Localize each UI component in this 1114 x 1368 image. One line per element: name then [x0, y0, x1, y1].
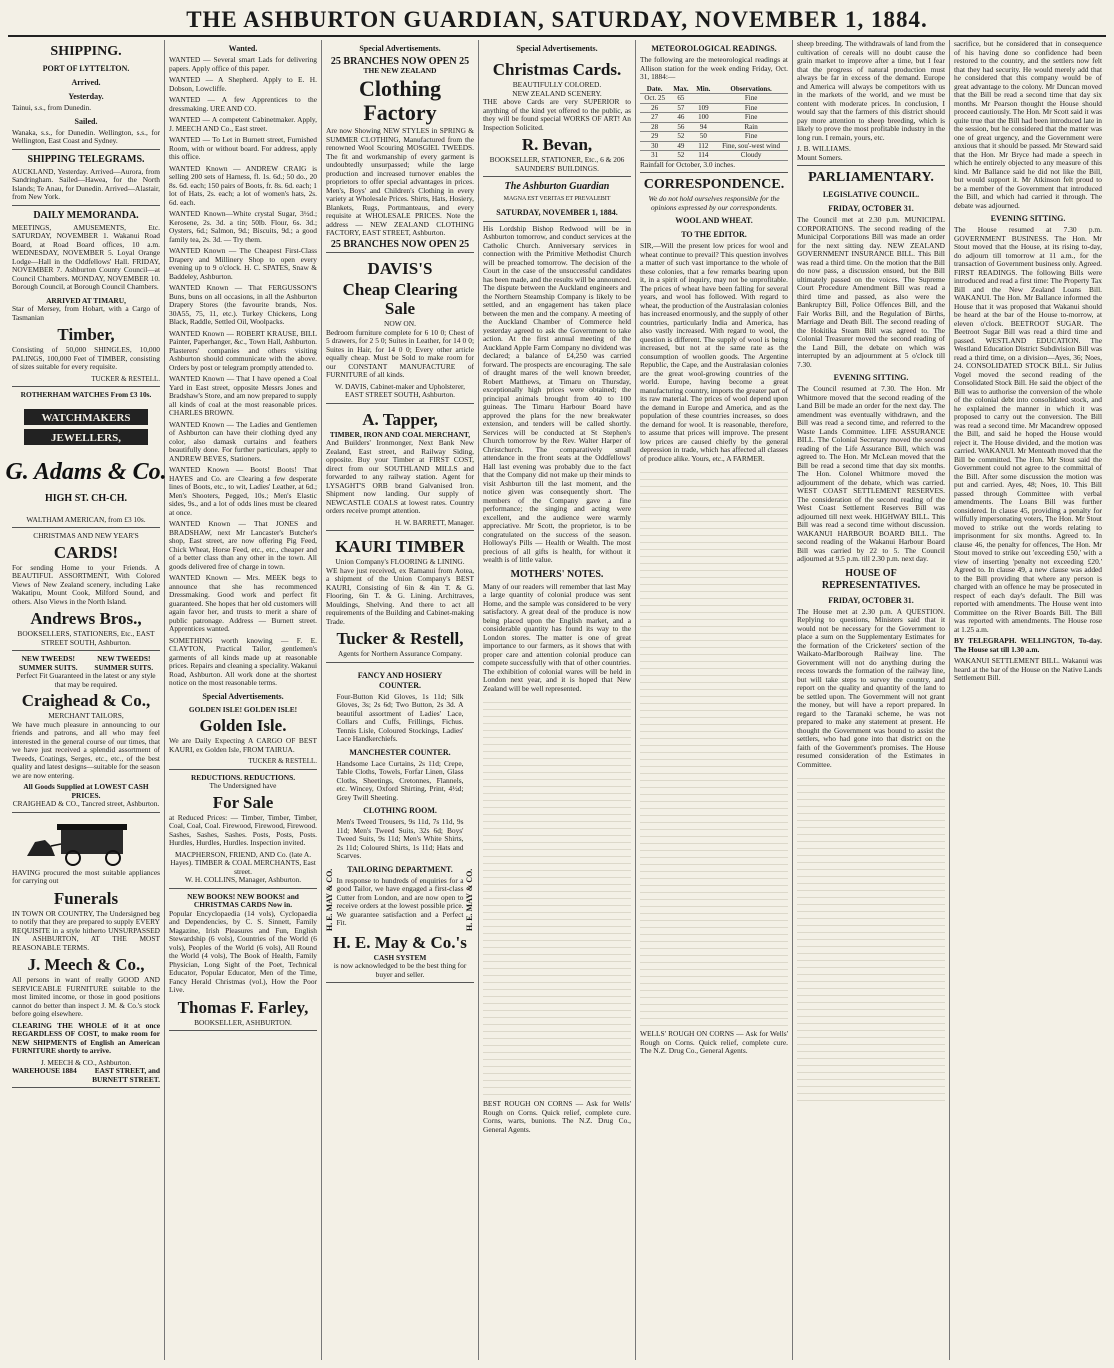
for-sale-heading: For Sale — [212, 792, 274, 812]
craighead-sub: MERCHANT TAILORS, — [48, 711, 124, 720]
cards-ad — [12, 530, 160, 651]
mothers-text: Many of our readers will remember that last May a large quantity of colonial produce was sent Home, and the sample was considered to be very satisfactory. A great deal of the produce is now being placed upon the English market, and a considerable quantity has found its way to the London stores. The matter is one of great importance to our farmers, as it shows that with proper care and attention colonial produce can compete successfully with that of other countries. The exhibition of colonial wares will be held in London next year, and it is hoped that New Zealand will be well represented. — [483, 581, 631, 693]
final-note: WAKANUI SETTLEMENT BILL. Wakanui was heard at the bar of the House on the Native Lands Settlement Bill. — [954, 656, 1102, 682]
house-continued: sacrifice, but he considered that in consequence of his having done so confidence had been restored to the country, and the settlers now felt that they had security. He would merely add that he considered that this company would be of great advantage to the colony. Mr Duncan moved that the Bill be read a second time that day six months. Mr Pearson thought the House should proceed cautiously. The Hon. Mr Scott said it was quite true that the Bill had been introduced late in the session, but he considered that the matter was one of great urgency, and the Government were anxious that it should be passed. Mr Steward said that the Hon. Mr Bryce had made a speech in which he entirely objected to any measure of this kind. Mr Ballance said he did not like the Bill, but would support it. Mr Atkinson felt proud to be a member of the Government that introduced the Bill, and which had carried it through. The debate was adjourned. — [954, 39, 1102, 210]
wanted-item: WANTED Known — Boots! Boots! That HAYES and Co. are Clearing a few desperate lines of Boots, etc., to wit, Ladies' Leather, at 6d.; Men's Shooters, Pegged, 10s.; Men's Elastic sides, 9s., and a lot of odds lines must be cleared at once. — [169, 465, 317, 517]
mothers-heading: MOTHERS' NOTES. — [510, 568, 604, 580]
weather-cell: Fine — [714, 132, 788, 142]
tapper-text: And Builders' Ironmonger, Next Bank New Zealand, East street, and Railway Siding, opposite. Buy your Timber at FIRST COST, direct from our SOUTHLAND MILLS and forwarded to any railway station. Agent for LYSAGHT'S ORB brand Galvanised Iron. Shipment now landing. Our supply of NEWCASTLE COALS at lowest rates. Country orders receive prompt attention. — [326, 438, 474, 515]
hearse-illustration — [12, 820, 160, 866]
craighead-cash: All Goods Supplied at LOWEST CASH PRICES. — [23, 782, 149, 800]
column-1 — [5, 40, 167, 1360]
column-5 — [636, 40, 793, 1360]
house-evening-text: The House resumed at 7.30 p.m. GOVERNMENT BUSINESS. The Hon. Mr Stout moved that the House, at its rising to-day, do adjourn till tomorrow at 11 a.m., for the transaction of Government business only. Agreed. FIRST READINGS. The following Bills were introduced and read a first time: The Property Tax Bill and the New Zealand Loans Bill. WAKANUI. The Hon. Mr Ballance informed the House that it was proposed that Wakanui should be heard at the bar of the House to-morrow, at eleven o'clock. BEETROOT SUGAR. The Beetroot Sugar Bill was read a third time and passed. WESTLAND EDUCATION. The Westland Education District Subdivision Bill was read a third time, on a division—Ayes, 36; Noes, 24. CONSOLIDATED STOCK BILL. Sir Julius Vogel moved the second reading of the Consolidated Stock Bill. He said the object of the Bill was to authorise the conversion of the whole of the colonial debt into consolidated stock, and he explained the manner in which it was proposed to carry out the conversion. The Bill was read a second time. Mr Macandrew opposed the Bill, and said he hoped the House would reject it. The House divided, and the motion was carried. WAKANUI. Mr Menteath moved that the Bill be committed. The Hon. Mr Stout said the Government could not agree to the committal of the Bill. After some discussion the motion was put and carried. Ayes, 48; Noes, 10. This Bill passed through Committee with verbal amendments. The Loans Bill was further considered. In clause 45, providing a penalty for wilfully impersonating voters, The Hon. Mr Stout moved to strike out the words relating to imprisonment for six months. Agreed to. In clause 46, the penalty for offences, The Hon. Mr Stout moved to strike out 'exceeding £50,' with a view of inserting 'penalty not exceeding £20.' Agreed to. In clause 49, a new clause was added to the Bill providing that where any person is charged with an offence he may be prosecuted in respect of each day's default. The Bill was reported with amendments. The House went into Committee on the River Boards Bill. The Bill was reported with amendments. The House rose at 1.25 a.m. — [954, 225, 1102, 634]
memoranda-title: DAILY MEMORANDA. — [33, 209, 139, 221]
davis-name: DAVIS'S — [367, 259, 433, 278]
clothing-room-text: Men's Tweed Trousers, 9s 11d, 7s 11d, 9s 11d; Men's Tweed Suits, 32s 6d; Boys' Tweed Suits, 9s 11d; Men's White Shirts, 2s 11d; Coloured Shirts, 1s 11d; Hats and Scarves. — [336, 817, 464, 860]
tapper-sub: TIMBER, IRON AND COAL MERCHANT, — [329, 429, 471, 439]
columns — [5, 39, 1106, 1360]
wanted-item: WANTED Known — ROBERT KRAUSE, BILL Painter, Paperhanger, &c., Town Hall, Ashburton. Plasterers' companies and others visiting Ashburton should communicate with the above. Orders by post or telegram promptly attended to. — [169, 328, 317, 372]
house-evening-heading: EVENING SITTING. — [990, 214, 1066, 223]
text-block — [797, 772, 945, 1102]
clothing-text: Are now Showing NEW STYLES in SPRING & SUMMER CLOTHING, Manufactured from the renowned Wool Scouring MOSGIEL TWEEDS. The fit and workmanship of every garment is undoubtedly unsurpassed; while the large production and increased turnover enables the proprietors to offer special advantages in prices. Men's, Boys' and Children's Clothing in every variety at Wholesale Prices. Shirts, Hats, Hosiery, Blankets, Rugs, Portmanteaus, and every requisite at WHOLESALE PRICES. Note the address — NEW ZEALAND CLOTHING FACTORY, EAST STREET, Ashburton. — [326, 126, 474, 237]
watches-lead: ROTHERHAM WATCHES From £3 10s. — [20, 390, 152, 399]
meteo-heading: METEOROLOGICAL READINGS. — [651, 44, 777, 53]
wanted-list — [169, 56, 317, 688]
may-name: H. E. May & Co.'s — [333, 932, 467, 952]
weather-cell: 27 — [640, 113, 669, 123]
weather-row — [640, 94, 788, 104]
golden-lead: GOLDEN ISLE! GOLDEN ISLE! — [188, 704, 298, 714]
weather-cell: Fine — [714, 103, 788, 113]
correspondence-note: We do not hold ourselves responsible for the opinions expressed by our correspondents. — [648, 194, 780, 212]
col4-footer: BEST ROUGH ON CORNS — Ask for Wells' Rough on Corns. Quick relief, complete cure. Corns, warts, bunions. The N.Z. Drug Co., General Agents. — [483, 1099, 631, 1134]
firm-name: G. Adams & Co. — [5, 458, 167, 485]
column-6 — [793, 40, 950, 1360]
reductions-signature: MACPHERSON, FRIEND, AND Co. (late A. Hayes). TIMBER & COAL MERCHANTS, East street. — [170, 849, 316, 876]
house-heading: HOUSE OF REPRESENTATIVES. — [821, 567, 921, 591]
weather-header-row — [640, 85, 788, 94]
paper-motto: MAGNA EST VERITAS ET PREVALEBIT — [503, 196, 611, 202]
kauri-heading: KAURI TIMBER — [335, 537, 465, 556]
fancy-heading: FANCY AND HOSIERY COUNTER. — [357, 670, 443, 690]
timber-lead: ARRIVED AT TIMARU, — [46, 295, 126, 305]
andrews-text: BOOKSELLERS, STATIONERS, Etc., EAST STREET SOUTH, Ashburton. — [17, 629, 155, 647]
xmas-sub-1: BEAUTIFULLY COLORED. — [512, 80, 602, 89]
books-lead: NEW BOOKS! NEW BOOKS! and CHRISTMAS CARDS Now in. — [187, 891, 299, 909]
weather-cell: 50 — [692, 132, 714, 142]
may-note: is now acknowledged to be the best thing for buyer and seller. — [333, 961, 467, 979]
tweeds-right: NEW TWEEDS! SUMMER SUITS. — [94, 654, 154, 672]
weather-row — [640, 103, 788, 113]
xmas-heading: Christmas Cards. — [492, 60, 622, 79]
weather-row — [640, 113, 788, 123]
meech-name: J. Meech & Co., — [27, 955, 145, 974]
weather-cell — [692, 94, 714, 104]
correspondence-heading: CORRESPONDENCE. — [643, 177, 785, 192]
xmas-sub-2: NEW ZEALAND SCENERY. — [512, 88, 602, 98]
meech-clearing: CLEARING THE WHOLE of it at once REGARDLESS OF COST, to make room for NEW SHIPMENTS of English an American FURNITURE shortly to arrive. — [12, 1020, 160, 1055]
wanted-item: WANTED Known — That JONES and BRADSHAW, next Mr Lancaster's Butcher's shop, East street, are now offering Pig Feed, Chick Wheat, Horse Feed, etc., etc., cheaper and of a better class than any other in the town. All goods delivered free of charge in town. — [169, 519, 317, 571]
text-block — [483, 696, 631, 1096]
paper-name: The Ashburton Guardian — [504, 181, 610, 192]
sailed-text: Wanaka, s.s., for Dunedin. Wellington, s.s., for Wellington, East Coast and Sydney. — [12, 127, 160, 145]
divider — [12, 149, 160, 150]
letter-to: TO THE EDITOR. — [681, 230, 747, 239]
weather-cell: 52 — [669, 132, 692, 142]
weather-cell: Fine — [714, 94, 788, 104]
tapper-signature: H. W. BARRETT, Manager. — [394, 518, 474, 527]
tweeds-text: Perfect Fit Guaranteed in the latest or any style that may be required. — [16, 671, 156, 689]
golden-signature: TUCKER & RESTELL. — [248, 757, 317, 765]
text-block — [640, 466, 788, 1026]
col5-footer: WELLS' ROUGH ON CORNS — Ask for Wells' Rough on Corns. Quick relief, complete cure. The N.Z. Drug Co., General Agents. — [640, 1029, 788, 1055]
weather-header: Min. — [692, 85, 714, 94]
wanted-item: WANTED — A competent Cabinetmaker. Apply, J. MEECH AND Co., East street. — [169, 115, 317, 133]
column-4 — [479, 40, 636, 1360]
shipping-title: SHIPPING. — [50, 44, 122, 59]
farley-name: Thomas F. Farley, — [177, 997, 309, 1017]
watchmakers-illustration — [5, 403, 167, 513]
weather-row — [640, 132, 788, 142]
tapper-name: A. Tapper, — [362, 409, 438, 429]
sailed-heading: Sailed. — [74, 116, 98, 126]
books-ad — [169, 891, 317, 1032]
shipping-port: PORT OF LYTTELTON. — [42, 64, 130, 73]
weather-cell: 65 — [669, 94, 692, 104]
clothing-name-1: THE NEW ZEALAND — [363, 65, 437, 75]
arrived-heading: Arrived. — [71, 78, 101, 87]
wanted-item: WANTED — Several smart Lads for delivering papers. Apply office of this paper. — [169, 55, 317, 73]
divider — [797, 165, 945, 166]
editorial-text: His Lordship Bishop Redwood will be in Ashburton tomorrow, and conduct services at the Catholic Church. Anniversary services in connection with the Primitive Methodist Church will be preached tomorrow. The decision of the Court in the case of the unsuccessful candidates has been made, and the results will be announced. The dispute between the Auckland engineers and the Northern Steamship Company is likely to be settled, and an engagement has taken place between the men and the company. A meeting of the Auckland Chamber of Commerce held yesterday agreed to ask the Government to take action. At the first annual meeting of the Auckland Apple Farm Company no dividend was declared; a balance of £4,250 was carried forward. The prospects are encouraging. The sale of draught mares of the well known breeder, Robert Matthews, at Timaru on Thursday, exceptionally high prices were obtained; the principal animals brought from 40 to 100 guineas. The Timaru Harbour Board have approved the plans for the new breakwater extension, and tenders will be called shortly. Services will be conducted at St Stephen's Church tomorrow by the Rev. Walter Harper of Christchurch. The comparatively small attendance in the front seats at the Oddfellows' Hall last evening was probably due to the fact that the Company did not make up their minds to visit Ashburton till the last moment, and the notice given was consequently short. The members of the Company gave a fine performance; the singing and acting were excellent, and the audience were warmly appreciative. Mr Scott, the proprietor, is to be congratulated on the success of the season. Holloway's Pills — Health or Wealth. The most precious of all gifts is health, for without it wealth is of little value. — [483, 223, 631, 564]
reductions-list: at Reduced Prices: — Timber, Timber, Timber, Coal, Coal, Coal. Firewood, Firewood, Firewood. Sashes, Sashes, Sashes. Posts, Posts, Posts. Hurdles, Hurdles, Hurdles. Inspection invited. — [169, 812, 317, 847]
tweeds-ad — [12, 653, 160, 813]
may-side-label: H. E. MAY & CO. — [325, 868, 334, 931]
warehouse-label: WAREHOUSE 1884 — [12, 1066, 77, 1075]
banner-1: WATCHMAKERS — [41, 411, 131, 424]
branches-bottom: 25 BRANCHES NOW OPEN 25 — [330, 238, 470, 250]
kauri-ad — [326, 533, 474, 663]
house-date: FRIDAY, OCTOBER 31. — [828, 595, 914, 605]
special-heading-4: Special Advertisements. — [516, 44, 598, 53]
wanted-item: WANTED — A few Apprentices to the dressmaking. URE AND CO. — [169, 95, 317, 113]
meteo-intro: The following are the meteorological readings at Allison station for the week ending Friday, Oct. 31, 1884:— — [640, 55, 788, 81]
special-heading: Special Advertisements. — [202, 691, 284, 701]
wanted-item: SOMETHING worth knowing — F. E. CLAYTON, Practical Tailor, gentlemen's garments of all kinds made up at reasonable prices. Repairs and cleaning a speciality. Wakanui Road, Ashburton. All work done at the shortest notice on the most reasonable terms. — [169, 635, 317, 687]
weather-cell: Cloudy — [714, 151, 788, 161]
kauri-sub: Union Company's FLOORING & LINING. — [335, 557, 465, 566]
clothing-factory-ad — [326, 56, 474, 253]
cards-text: For sending Home to your Friends. A BEAUTIFUL ASSORTMENT, With Colored Views of New Zealand scenery, including Lake Wakatipu, Mount Cook, Milford Sound, and others. Also Views in the North Island. — [12, 562, 160, 606]
weather-table — [640, 85, 788, 161]
hearse-icon — [21, 820, 151, 866]
paper-date: SATURDAY, NOVEMBER 1, 1884. — [496, 207, 618, 217]
golden-heading: Golden Isle. — [199, 716, 287, 735]
davis-ad — [326, 255, 474, 404]
funerals-lead: HAVING procured the most suitable appliances for carrying out — [12, 867, 160, 885]
may-ad — [326, 665, 474, 984]
manchester-heading: MANCHESTER COUNTER. — [349, 747, 451, 757]
telegraph-note: BY TELEGRAPH. WELLINGTON, To-day. The House sat till 1.30 a.m. — [954, 636, 1102, 654]
wanted-item: WANTED Known — That FERGUSSON'S Buns, buns on all occasions, in all the Ashburton Drapery Stores (the favourite brands, Nos. 30A55, 75, 11, etc.). Turkey Chickens, Long Black, Raddle, Settled Oil, Woolpacks. — [169, 283, 317, 326]
council-evening-heading: EVENING SITTING. — [833, 373, 909, 382]
weather-row — [640, 151, 788, 161]
may-cash: CASH SYSTEM — [373, 952, 427, 962]
weather-header: Observations. — [714, 85, 788, 94]
tailoring-text: In response to hundreds of enquiries for a good Tailor, we have engaged a first-class Cutter from London, and are now open to receive orders at the lowest possible price. We guarantee satisfaction and a Perfect Fit. — [336, 875, 464, 927]
weather-cell: Fine — [714, 113, 788, 123]
manchester-text: Handsome Lace Curtains, 2s 11d; Crepe, Table Cloths, Towels, Forfar Linen, Glass Cloths, Sheetings, Cretonnes, Flannels, etc. Wincey, Oxford Shirting, Print, 4½d; Grey Twill Sheeting. — [336, 758, 464, 802]
weather-cell: 49 — [669, 141, 692, 151]
watchmakers-logo-icon — [5, 403, 167, 513]
weather-cell: 29 — [640, 132, 669, 142]
tweeds-left: NEW TWEEDS! SUMMER SUITS. — [18, 654, 78, 672]
kauri-text: WE have just received, ex Ramanui from Aotea, a shipment of the Union Company's BEST KAURI, Consisting of 6in & 4in T. & G. Flooring, 6in T. & G. Lining. Architraves, Mouldings, Shelving. And there to act all requirements of the Building and Cabinet-making Trade. — [326, 565, 474, 626]
weather-cell: 100 — [692, 113, 714, 123]
wanted-item: WANTED Known — Mrs. MEEK begs to announce that she has recommenced Dressmaking. Good work and perfect fit guaranteed. She hopes that her old customers will again favor her, and trusts to merit a share of public patronage. Address — Burnett street. Apprentices wanted. — [169, 573, 317, 633]
council-text: The Council met at 2.30 p.m. MUNICIPAL CORPORATIONS. The second reading of the Municipal Corporations Bill was made an order for the next sitting day. NEW ZEALAND GOVERNMENT INSURANCE BILL. This Bill was read a third time. On the motion that the Bill do now pass, a discussion ensued, but the Bill ultimately passed on the voices. The Supreme Court Procedure Amendment Bill was read a third time and passed, as also were the Bankruptcy Bill, Police Offences Bill, and the Fair Works Bill, and the Regulation of Births, Marriage and Death Bill. The second reading of the Hokitika Steam Bill was agreed to. The Colonial Treasurer moved the second reading of the Land Bill, the debate on which was interrupted by an adjournment at 5 o'clock till 7.30. — [797, 215, 945, 369]
weather-row — [640, 141, 788, 151]
divider — [12, 205, 160, 206]
arrived-text: Tainui, s.s., from Dunedin. — [12, 103, 92, 112]
timber-ad — [12, 295, 160, 388]
andrews-name: Andrews Bros., — [30, 609, 142, 628]
weather-cell: 46 — [669, 113, 692, 123]
weather-cell: 94 — [692, 122, 714, 132]
weather-cell: 28 — [640, 122, 669, 132]
weather-row — [640, 122, 788, 132]
letter-signature: J. B. WILLIAMS. — [797, 144, 851, 153]
reductions-lead: REDUCTIONS. REDUCTIONS. — [190, 772, 296, 782]
davis-text: Bedroom furniture complete for 6 10 0; Chest of 5 drawers, for 2 5 0; Suites in Leather, for 14 0 0; Suites in Hair, for 14 0 0; Every other article equally cheap. Must be Sold to make room for our CONSTANT MANUFACTURE of FURNITURE of all kinds. — [326, 327, 474, 379]
weather-header: Max. — [669, 85, 692, 94]
books-text: Popular Encyclopaedia (14 vols), Cyclopaedia and Dependencies, by C. S. Sinnett, Family Magazine, Irish Pleasures and Fun, English Stewardship (6 vols), Countries of the World (6 vols), Peoples of the World (6 vols), All Round the World (4 vols), The Book of Health, Family Physician, Long Sight of the Poet, Technical Educator, Popular Educator, Men of the Time, Fancy Herald Christmas (vol.), How the Poor Live. — [169, 908, 317, 994]
letter-continued: sheep breeding. The withdrawals of land from the cultivation of cereals will no doubt cause the grain market to improve after a time, but I fear that the progress of natural production must always be far in excess of the demand. Europe and America will always be competitors with us in the markets of the world, and we must be content with moderate prices. In conclusion, I would say that the farmers of this district should pay more attention to sheep breeding, which is likely to prove the most profitable industry in the long run. I remain, yours, etc. — [797, 39, 945, 142]
funerals-ad — [12, 815, 160, 1089]
council-heading: LEGISLATIVE COUNCIL. — [822, 190, 920, 199]
banner-2: JEWELLERS, — [51, 431, 121, 444]
wanted-item: WANTED Known — The Cheapest First-Class Drapery and Millinery Shop to open every evening up to 9 o'clock. H. C. SPATES, Snaw & Baddeley, Ashburton. — [169, 246, 317, 281]
golden-text: We are Daily Expecting A CARGO OF BEST KAURI, ex Golden Isle, FROM TAIRUA. — [169, 736, 317, 754]
craighead-text: We have much pleasure in announcing to our friends and patrons, and all who may feel interested in the general course of our times, that we have just received a splendid assortment of Tweeds, Coatings, Serges, etc., etc., of the best quality and latest designs—suitable for the season we are now entering. — [12, 719, 160, 780]
council-date: FRIDAY, OCTOBER 31. — [828, 204, 914, 213]
timber-text: Star of Mersey, from Hobart, with a Cargo of Tasmanian — [12, 304, 160, 322]
wanted-item: WANTED Known — That I have opened a Coal Yard in East street, opposite Messrs Jones and Bradshaw's Store, and am now prepared to supply all kinds of coal at the most reasonable prices. CHARLES BROWN. — [169, 374, 317, 417]
funerals-heading: Funerals — [53, 888, 119, 908]
farley-sub: BOOKSELLER, ASHBURTON. — [194, 1017, 292, 1027]
fancy-text: Four-Button Kid Gloves, 1s 11d; Silk Gloves, 3s; 2s 6d; Two Button, 2s 3d. A beautiful assortment of Ladies' Lace, Collars and Cuffs, Frillings, Fichus. Tennis Lisle, Coloured Stockings, Ladies' Lace Handkerchiefs. — [336, 691, 464, 743]
telegrams-title: SHIPPING TELEGRAMS. — [27, 153, 145, 165]
wanted-item: WANTED — To Let in Burnett street, Furnished Room, with or without board. For address, apply this office. — [169, 135, 317, 161]
craighead-signature: CRAIGHEAD & CO., Tancred street, Ashburton. — [12, 799, 160, 808]
wanted-heading: Wanted. — [228, 44, 258, 53]
wanted-item: WANTED Known — The Ladies and Gentlemen of Ashburton can have their clothing dyed any color, also damask curtains and feathers beautifully done. For further particulars, apply to ANDREW BEVES, Stationers. — [169, 419, 317, 463]
council-evening-text: The Council resumed at 7.30. The Hon. Mr Whitmore moved that the second reading of the Land Bill be made an order for the next day. The amendment was eventually withdrawn, and the Bill was read a second time, and referred to the Waste Lands Committee. LIFE ASSURANCE BILL. The Colonial Secretary moved the second reading of the Life Assurance Bill, which was agreed to. The Hon. Mr McLean moved that the Bill be read a second time that day six months. The Hon. Colonel Whitmore moved the adjournment of the debate, which was carried. WEST COAST SETTLEMENT RESERVES. The consideration of the second reading of the West Coast Settlement Reserves Bill was adjourned till next week. HIGHWAY BILL. This Bill was read a second time without discussion. WAKANUI HARBOUR BOARD BILL. The second reading of the Wakanui Harbour Board Bill was carried by 22 to 5. The Council adjourned at 9.5 p.m. till 2.30 p.m. next day. — [797, 384, 945, 563]
column-2 — [165, 40, 322, 1360]
weather-cell: 31 — [640, 151, 669, 161]
golden-isle-ad — [169, 704, 317, 770]
timber-heading: Timber, — [57, 325, 115, 344]
weather-cell: 114 — [692, 151, 714, 161]
christmas-cards-ad — [483, 56, 631, 177]
tucker-name: Tucker & Restell, — [336, 629, 464, 648]
warehouse-address: EAST STREET, and BURNETT STREET. — [92, 1066, 160, 1084]
weather-cell: 26 — [640, 103, 669, 113]
branches-top: 25 BRANCHES NOW OPEN 25 — [330, 56, 470, 67]
clothing-room-heading: CLOTHING ROOM. — [363, 806, 437, 815]
divider — [483, 221, 631, 222]
reductions-ad — [169, 772, 317, 889]
rainfall-note: Rainfall for October, 3.0 inches. — [640, 159, 736, 169]
firm-address: HIGH ST. CH-CH. — [44, 492, 128, 504]
special-heading-3: Special Advertisements. — [359, 44, 441, 53]
weather-cell: 57 — [669, 103, 692, 113]
bevan-signature: BOOKSELLER, STATIONER, Etc., 6 & 206 SAUNDERS' BUILDINGS. — [489, 155, 625, 173]
reductions-text: The Undersigned have — [209, 781, 277, 790]
davis-signature: W. DAVIS, Cabinet-maker and Upholsterer, EAST STREET SOUTH, Ashburton. — [334, 381, 466, 399]
divider — [640, 172, 788, 173]
wanted-item: WANTED Known—White crystal Sugar, 3½d.; Kerosene, 2s. 3d. a tin; 50lb. Flour, 6s. 3d.; Oysters, 6d.; Salmon, 9d.; Biscuits, 9d.; a good family tea, 2s. 3d. — Try them. — [169, 209, 317, 244]
wanted-item: WANTED Known — ANDREW CRAIG is selling 200 sets of Harness, fl. 1s. 6d.; 50 do., 20 8s. 6d. each; 150 pairs of Boots, fr. 8s. 6d. each; 1 lot of Hats, 2s. each; a lot of women's hats, 2s. 6d. each. — [169, 163, 317, 207]
telegrams-text: AUCKLAND, Yesterday. Arrived—Aurora, from Sandringham. Sailed—Hawea, for the North Islands; Te Anau, for Dunedin. Arrived—Alastair, from New York. — [12, 166, 160, 201]
weather-body — [640, 94, 788, 161]
meech-signature: J. MEECH & CO., Ashburton. — [40, 1057, 132, 1067]
weather-cell: 30 — [640, 141, 669, 151]
tucker-sub: Agents for Northern Assurance Company. — [337, 649, 463, 658]
bevan-name: R. Bevan, — [521, 135, 593, 154]
timber-detail: Consisting of 50,000 SHINGLES, 10,000 PALINGS, 100,000 Feet of TIMBER, consisting of sizes suitable for every requisite. — [12, 345, 160, 371]
timber-signature: TUCKER & RESTELL. — [91, 374, 160, 383]
weather-cell: Rain — [714, 122, 788, 132]
davis-sale: Cheap Clearing Sale — [342, 280, 458, 318]
weather-cell: Fine, sou'-west wind — [714, 141, 788, 151]
masthead: THE ASHBURTON GUARDIAN, SATURDAY, NOVEMBER 1, 1884. — [8, 6, 1106, 37]
cards-heading: CARDS! — [53, 542, 119, 562]
craighead-name: Craighead & Co., — [21, 691, 151, 710]
reductions-manager: W. H. COLLINS, Manager, Ashburton. — [184, 875, 302, 884]
tailoring-heading: TAILORING DEPARTMENT. — [347, 864, 453, 874]
tapper-ad — [326, 406, 474, 532]
funerals-text: IN TOWN OR COUNTRY, The Undersigned beg to notify that they are prepared to supply EVERY REQUISITE in a style hitherto UNSURPASSED IN ASHBURTON, AT THE MOST REASONABLE TERMS. — [12, 908, 160, 952]
weather-header: Date. — [640, 85, 669, 94]
may-side-label-right: H. E. MAY & CO. — [464, 868, 474, 931]
wanted-item: WANTED — A Shepherd. Apply to E. H. Dobson, Lowcliffe. — [169, 75, 317, 93]
house-text: The House met at 2.30 p.m. A QUESTION. Replying to questions, Ministers said that it would not be necessary for the Government to place a sum on the Supplementary Estimates for the formation of the Cricketers' section of the Waikato-Marlborough Railway line. The Government will not do anything during the recess towards the formation of the railway line, but will take steps to survey the country, and report on the quality and quantity of the land to be settled upon. The Government will not grant the money, but will have a report prepared. In regard to the Taranaki scheme, he was not prepared to make any statement at present. He thought the Government was bound to assist the settlers, who had gone into that district on the faith of the Government's promises. The House resumed consideration of the Estimates in Committee. — [797, 606, 945, 769]
weather-cell: 52 — [669, 151, 692, 161]
watches-ad — [5, 389, 167, 528]
weather-cell: 56 — [669, 122, 692, 132]
yesterday-label: Yesterday. — [68, 92, 104, 101]
weather-cell: 109 — [692, 103, 714, 113]
cards-title: CHRISTMAS AND NEW YEAR'S — [33, 531, 139, 540]
xmas-text: THE above Cards are very SUPERIOR to anything of the kind yet offered to the public, as they will be found special WORKS OF ART! An Inspection Solicited. — [483, 97, 631, 132]
weather-cell: Oct. 25 — [640, 94, 669, 104]
letter-place: Mount Somers. — [797, 152, 843, 162]
column-7 — [950, 40, 1106, 1360]
letter-text: SIR,—Will the present low prices for wool and wheat continue to prevail? This question involves a matter of such vast importance to the whole of these colonies, that a few remarks bearing upon it, in a spirit of inquiry, may not be unprofitable. The prices of wheat have been falling for several years, and wool has followed. With regard to wheat, the production of the Australasian colonies has increased enormously, and the supply of other countries, particularly India and America, has also vastly increased. With regard to wool, the question is different. The supply of wool is being increased, but not at the same rate as the consumption of woollen goods. The Argentine Republic, the Cape, and the Australasian colonies are the great wool-growing countries of the world. Europe, having become a great manufacturing country, imports the greater part of its raw material. The prices of wool depend upon the demand in Europe and America, and as the population of these countries increases, so does the demand for wool. It is reasonable, therefore, to assume that prices will improve. The present low prices are caused chiefly by the general depression in trade, which has affected all classes of produce alike. Yours, etc., A FARMER. — [640, 241, 788, 463]
weather-cell: 112 — [692, 141, 714, 151]
clothing-name-2: Clothing Factory — [359, 76, 441, 125]
parliamentary-heading: PARLIAMENTARY. — [808, 170, 934, 185]
watches-foot: WALTHAM AMERICAN, from £3 10s. — [26, 514, 146, 524]
meech-text: All persons in want of really GOOD AND SERVICEABLE FURNITURE suitable to the most limited income, or those in good positions cannot do better than inspect J. M. & Co.'s stock before going elsewhere. — [12, 975, 160, 1018]
davis-sub: NOW ON. — [384, 319, 416, 328]
memoranda-text: MEETINGS, AMUSEMENTS, Etc. SATURDAY, NOVEMBER 1. Wakanui Road Board, at Road Board offices, 10 a.m. WEDNESDAY, NOVEMBER 5. Loyal Orange Lodge—Hall in the Oddfellows' Hall. FRIDAY, NOVEMBER 7. Ashburton County Council—at Council Chambers. MONDAY, NOVEMBER 10. Borough Council, at Borough Council Chambers. — [12, 222, 160, 291]
column-3 — [322, 40, 479, 1360]
letter-title: WOOL AND WHEAT. — [675, 216, 753, 225]
